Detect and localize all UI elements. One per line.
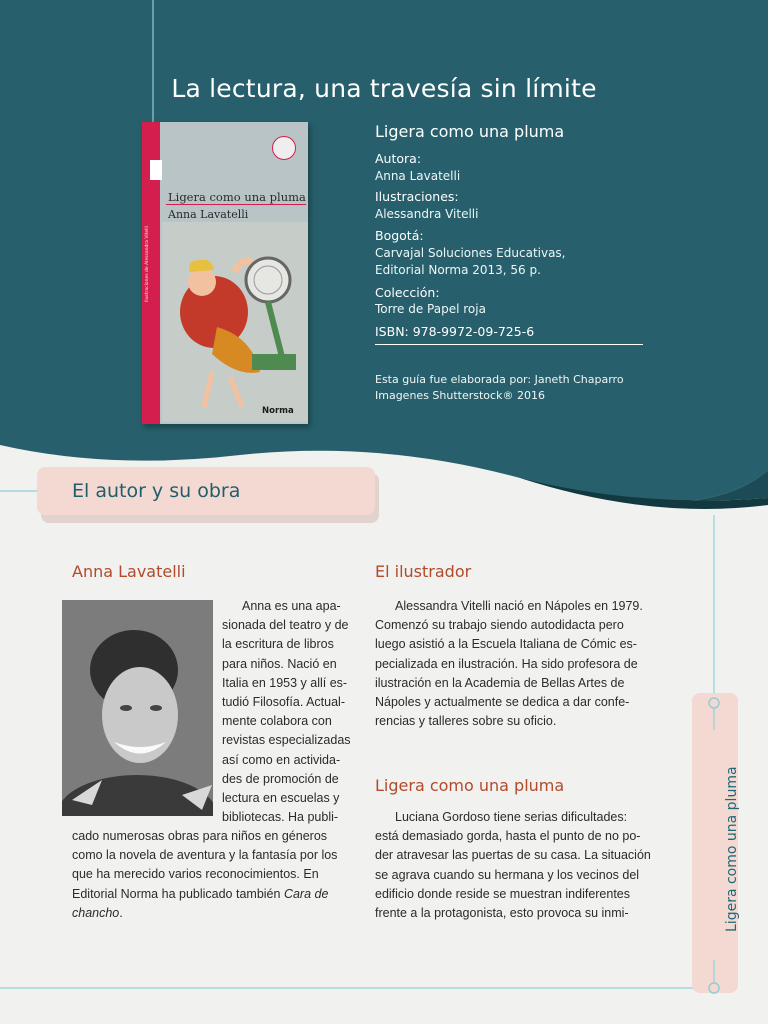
credit-line-2: Imagenes Shutterstock® 2016: [375, 389, 545, 402]
bio-line: mente colabora con: [222, 714, 332, 729]
synopsis-heading: Ligera como una pluma: [375, 776, 565, 795]
bio-line: lectura en escuelas y: [222, 791, 340, 806]
bio-line: Comenzó su trabajo siendo autodidacta pero: [375, 618, 624, 633]
bio-line: [72, 904, 357, 923]
cover-author: Anna Lavatelli: [168, 208, 249, 221]
cover-notch: [150, 160, 162, 180]
credit-line-1: Esta guía fue elaborada por: Janeth Chaparro: [375, 373, 624, 386]
bio-line: Italia en 1953 y allí es-: [222, 675, 348, 690]
author-label: Autora:: [375, 151, 422, 166]
book-title-italic: Cara de: [283, 886, 329, 901]
book-title-italic: chancho: [72, 905, 120, 920]
synopsis-line: Luciana Gordoso tiene serias dificultades:: [395, 810, 628, 824]
bio-line: des de promoción de: [222, 771, 339, 786]
bio-line: ilustración en la Academia de Bellas Artes de: [375, 675, 625, 690]
cover-illustration: [142, 122, 308, 424]
cover-spine-text: Ilustraciones de Alessandra Vitelli: [145, 226, 150, 302]
bio-line: luego asistió a la Escuela Italiana de Cómic es-: [375, 637, 637, 652]
bio-line: la escritura de libros: [222, 637, 334, 652]
bio-line: rencias y talleres sobre su oficio.: [375, 714, 557, 729]
author-bio-narrow: [222, 597, 357, 827]
illustrator-heading: El ilustrador: [375, 562, 472, 581]
author-value: Anna Lavatelli: [375, 169, 461, 183]
bio-line: bibliotecas. Ha publi-: [222, 810, 339, 825]
bio-line: como la novela de aventura y la fantasía por los: [72, 848, 338, 863]
synopsis-line: frente a la protagonista, esto provoca su inmi-: [375, 906, 629, 921]
isbn: ISBN: 978-9972-09-725-6: [375, 324, 535, 339]
collection-label: Colección:: [375, 285, 440, 300]
publisher-line-2: Editorial Norma 2013, 56 p.: [375, 263, 541, 277]
bio-text: Editorial Norma ha publicado también: [72, 886, 281, 901]
author-bio-wide: [72, 827, 357, 923]
section-title: El autor y su obra: [72, 480, 241, 502]
synopsis-line: der atravesar las puertas de su casa. La situación: [375, 848, 651, 863]
bio-line: tudió Filosofía. Actual-: [222, 695, 345, 710]
bio-line: [72, 885, 357, 904]
synopsis-line: se agrava cuando su hermana y los vecinos del: [375, 867, 640, 882]
illustrations-label: Ilustraciones:: [375, 189, 459, 204]
book-title: Ligera como una pluma: [375, 122, 565, 141]
bio-line: revistas especializadas: [222, 733, 351, 748]
synopsis-line: está demasiado gorda, hasta el punto de no po-: [375, 829, 641, 844]
publisher-logo: Norma: [262, 406, 294, 416]
cover-badge-icon: [272, 136, 296, 160]
collection-value: Torre de Papel roja: [375, 302, 486, 316]
author-heading: Anna Lavatelli: [72, 562, 186, 581]
page-title: La lectura, una travesía sin límite: [171, 74, 597, 103]
bio-line: Nápoles y actualmente se dedica a dar confe-: [375, 695, 630, 710]
publisher-line-1: Carvajal Soluciones Educativas,: [375, 246, 566, 260]
synopsis-text: [375, 808, 661, 923]
bio-line: sionada del teatro y de: [222, 618, 349, 633]
side-tab-label: Ligera como una pluma: [724, 766, 740, 932]
cover-divider: [166, 204, 306, 205]
city-label: Bogotá:: [375, 228, 424, 243]
bio-text: .: [119, 905, 123, 920]
bio-line: cado numerosas obras para niños en géneros: [72, 829, 328, 843]
book-cover: [142, 122, 308, 424]
synopsis-line: edificio donde reside se muestran indiferentes: [375, 886, 631, 901]
illustrator-value: Alessandra Vitelli: [375, 207, 479, 221]
author-photo: [62, 600, 213, 816]
bio-line: Alessandra Vitelli nació en Nápoles en 1979.: [395, 599, 643, 613]
isbn-divider: [375, 344, 643, 345]
bio-line: pecializada en ilustración. Ha sido profesora de: [375, 656, 638, 671]
bio-line: así como en activida-: [222, 752, 341, 767]
bio-line: que ha merecido varios reconocimientos. En: [72, 867, 319, 882]
illustrator-bio: [375, 597, 661, 731]
cover-title: Ligera como una pluma: [168, 190, 306, 204]
bio-line: Anna es una apa-: [242, 599, 341, 613]
bio-line: para niños. Nació en: [222, 656, 337, 671]
